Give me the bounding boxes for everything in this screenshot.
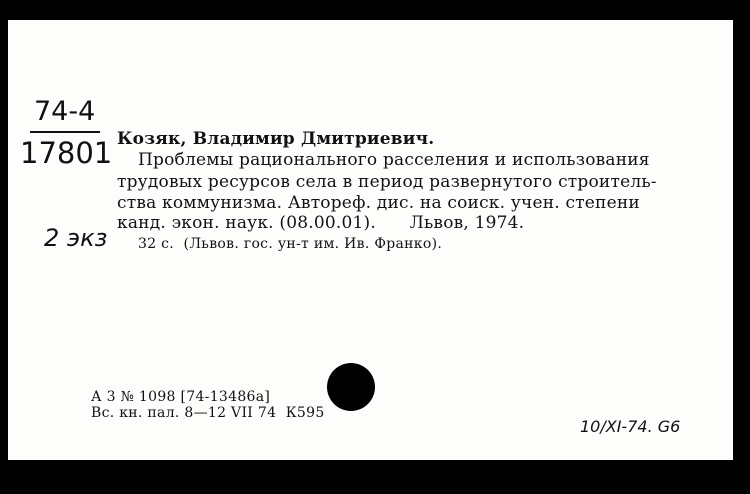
author-heading: Козяк, Владимир Дмитриевич. <box>117 129 435 149</box>
footer-line-1: А 3 № 1098 [74-13486а] <box>91 389 271 405</box>
shelfmark-bottom: 17801 <box>20 136 113 170</box>
collation: 32 с. (Львов. гос. ун-т им. Ив. Франко). <box>138 236 443 252</box>
title-line-3: ства коммунизма. Автореф. дис. на соиск. учен. степени <box>117 193 640 213</box>
date-mark: 10/XI-74. G6 <box>580 417 681 436</box>
title-line-1: Проблемы рационального расселения и использования <box>138 150 650 170</box>
title-line-4: канд. экон. наук. (08.00.01). Львов, 1974. <box>117 213 525 233</box>
shelfmark-top: 74-4 <box>34 96 96 127</box>
footer-line-2: Вс. кн. пал. 8—12 VII 74 К595 <box>91 405 325 421</box>
title-line-2: трудовых ресурсов села в период развернутого строитель- <box>117 172 657 192</box>
shelfmark-divider <box>30 131 100 133</box>
punch-hole <box>327 363 375 411</box>
copies-note: 2 экз <box>44 224 108 252</box>
